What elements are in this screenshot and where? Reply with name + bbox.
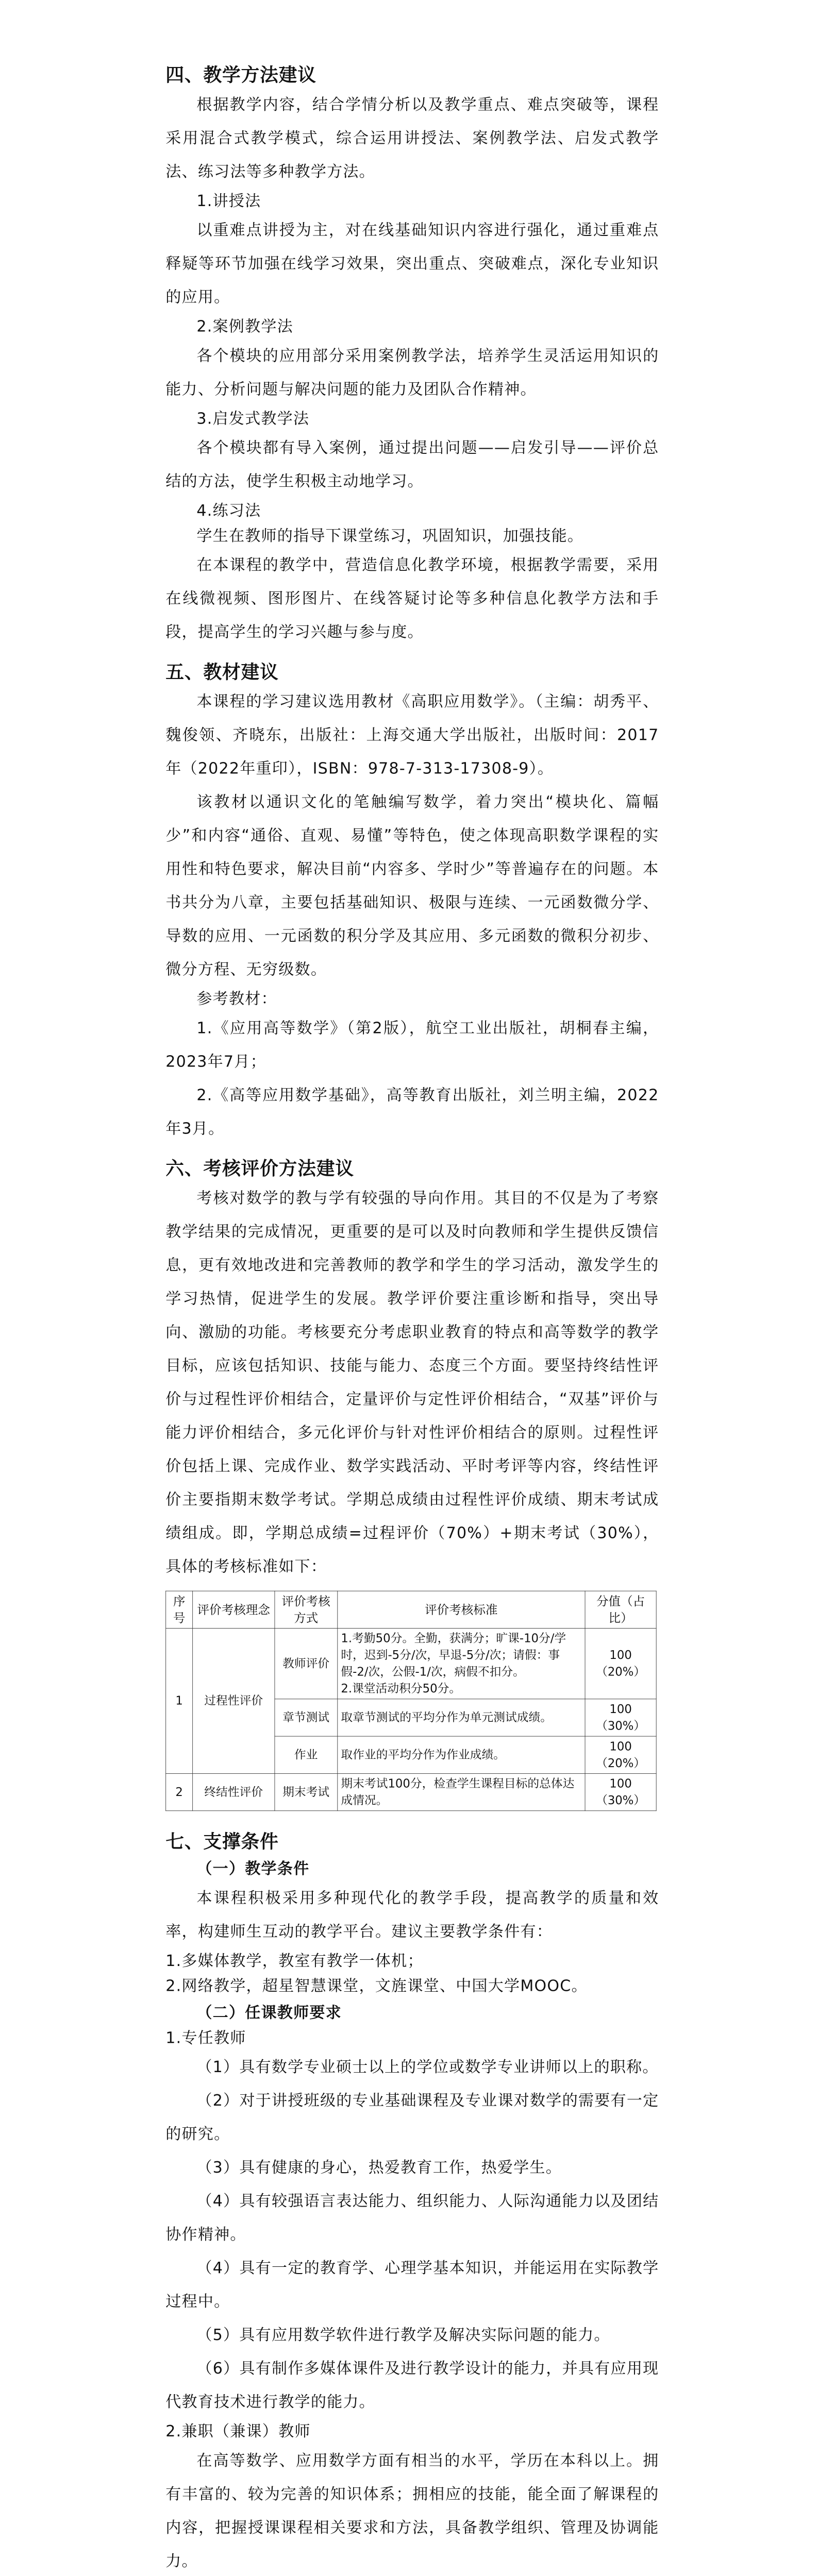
row-method: 期末考试 [274,1773,337,1810]
reference-1: 1.《应用高等数学》（第2版），航空工业出版社，胡桐春主编，2023年7月； [165,1019,659,1071]
row-score: 100（30%） [585,1773,656,1810]
row-standard: 取章节测试的平均分作为单元测试成绩。 [337,1699,585,1736]
document-page [77,0,742,2570]
textbook-recommendation: 本课程的学习建议选用教材《高职应用数学》。（主编：胡秀平、魏俊领、齐晓东，出版社：上海交通大学出版社，出版时间：2017年（2022年重印），ISBN：978-7-313-17308-9）。 [165,692,659,777]
row-standard: 1.考勤50分。全勤，获满分；旷课-10分/学时，迟到-5分/次，早退-5分/次；请假：事假-2/次，公假-1/次，病假不扣分。 2.课堂活动积分50分。 [337,1628,585,1699]
full-time-teacher-title: 1.专任教师 [165,2028,246,2047]
row-no: 2 [165,1773,192,1810]
row-method: 作业 [274,1736,337,1773]
requirement-3: （3）具有健康的身心，热爱教育工作，热爱学生。 [196,2158,562,2177]
requirement-1: （1）具有数学专业硕士以上的学位或数学专业讲师以上的职称。 [196,2058,659,2076]
textbook-description: 该教材以通识文化的笔触编写数学，着力突出“模块化、篇幅少”和内容“通俗、直观、易懂”等特色，使之体现高职数学课程的实用性和特色要求，解决目前“内容多、学时少”等普遍存在的问题。本书共分为八章，主要包括基础知识、极限与连续、一元函数微分学、导数的应用、一元函数的积分学及其应用、多元函数的微积分初步、微分方程、无穷级数。 [165,792,659,978]
method-3-title: 3.启发式教学法 [196,409,309,428]
method-2-text: 各个模块的应用部分采用案例教学法，培养学生灵活运用知识的能力、分析问题与解决问题的能力及团队合作精神。 [165,346,659,398]
part-time-teacher-title: 2.兼职（兼课）教师 [165,2422,311,2441]
header-standard: 评价考核标准 [337,1591,585,1628]
method-2-title: 2.案例教学法 [196,317,293,335]
requirement-7: （6）具有制作多媒体课件及进行教学设计的能力，并具有应用现代教育技术进行教学的能力。 [165,2359,659,2411]
header-no: 序号 [165,1591,192,1628]
row-no: 1 [165,1628,192,1773]
table-row [165,1773,656,1810]
method-4-title: 4.练习法 [196,501,261,520]
row-method: 教师评价 [274,1628,337,1699]
condition-2: 2.网络教学，超星智慧课堂，文旌课堂、中国大学MOOC。 [165,1976,588,1995]
row-score: 100（20%） [585,1628,656,1699]
method-4-text: 学生在教师的指导下课堂练习，巩固知识，加强技能。 [196,527,583,545]
reference-2: 2.《高等应用数学基础》，高等教育出版社，刘兰明主编，2022年3月。 [165,1086,659,1138]
header-score: 分值（占比） [585,1591,656,1628]
section-7-heading: 七、支撑条件 [165,1831,279,1853]
row-concept: 终结性评价 [192,1773,274,1810]
requirement-5: （4）具有一定的教育学、心理学基本知识，并能运用在实际教学过程中。 [165,2259,659,2311]
header-concept: 评价考核理念 [192,1591,274,1628]
requirement-4: （4）具有较强语言表达能力、组织能力、人际沟通能力以及团结协作精神。 [165,2192,659,2244]
assessment-description: 考核对数学的教与学有较强的导向作用。其目的不仅是为了考察教学结果的完成情况，更重要的是可以及时向教师和学生提供反馈信息，更有效地改进和完善教师的教学和学生的学习活动，激发学生的学习热情，促进学生的发展。教学评价要注重诊断和指导，突出导向、激励的功能。考核要充分考虑职业教育的特点和高等数学的教学目标，应该包括知识、技能与能力、态度三个方面。要坚持终结性评价与过程性评价相结合，定量评价与定性评价相结合，“双基”评价与能力评价相结合，多元化评价与针对性评价相结合的原则。过程性评价包括上课、完成作业、数学实践活动、平时考评等内容，终结性评价主要指期末数学考试。学期总成绩由过程性评价成绩、期末考试成绩组成。即，学期总成绩=过程评价（70%）+期末考试（30%），具体的考核标准如下： [165,1189,659,1575]
section-4-summary: 在本课程的教学中，营造信息化教学环境，根据教学需要，采用在线微视频、图形图片、在线答疑讨论等多种信息化教学方法和手段，提高学生的学习兴趣与参与度。 [165,556,659,641]
section-6-heading: 六、考核评价方法建议 [165,1158,354,1179]
row-standard: 期末考试100分，检查学生课程目标的总体达成情况。 [337,1773,585,1810]
section-5-heading: 五、教材建议 [165,661,279,683]
row-concept: 过程性评价 [192,1628,274,1773]
assessment-table [165,1591,656,1811]
method-1-text: 以重难点讲授为主，对在线基础知识内容进行强化，通过重难点释疑等环节加强在线学习效果，突出重点、突破难点，深化专业知识的应用。 [165,221,659,306]
section-4-intro: 根据教学内容，结合学情分析以及教学重点、难点突破等，课程采用混合式教学模式，综合运用讲授法、案例教学法、启发式教学法、练习法等多种教学方法。 [165,95,659,181]
row-method: 章节测试 [274,1699,337,1736]
requirement-2: （2）对于讲授班级的专业基础课程及专业课对数学的需要有一定的研究。 [165,2091,659,2143]
sub-heading-teacher-requirements: （二）任课教师要求 [196,2003,342,2022]
method-1-title: 1.讲授法 [196,192,261,210]
row-score: 100（20%） [585,1736,656,1773]
row-score: 100（30%） [585,1699,656,1736]
section-4-heading: 四、教学方法建议 [165,64,316,86]
part-time-teacher-text: 在高等数学、应用数学方面有相当的水平，学历在本科以上。拥有丰富的、较为完善的知识体系；拥相应的技能，能全面了解课程的内容，把握授课课程相关要求和方法，具备教学组织、管理及协调能力。 [165,2451,659,2570]
requirement-6: （5）具有应用数学软件进行教学及解决实际问题的能力。 [196,2326,610,2344]
conditions-intro: 本课程积极采用多种现代化的教学手段，提高教学的质量和效率，构建师生互动的教学平台。建议主要教学条件有： [165,1889,659,1941]
row-standard: 取作业的平均分作为作业成绩。 [337,1736,585,1773]
table-row [165,1628,656,1699]
condition-1: 1.多媒体教学，教室有教学一体机； [165,1952,424,1970]
method-3-text: 各个模块都有导入案例，通过提出问题——启发引导——评价总结的方法，使学生积极主动地学习。 [165,438,659,490]
table-header-row [165,1591,656,1628]
header-method: 评价考核方式 [274,1591,337,1628]
sub-heading-teaching-conditions: （一）教学条件 [196,1859,310,1878]
reference-title: 参考教材： [196,989,277,1008]
